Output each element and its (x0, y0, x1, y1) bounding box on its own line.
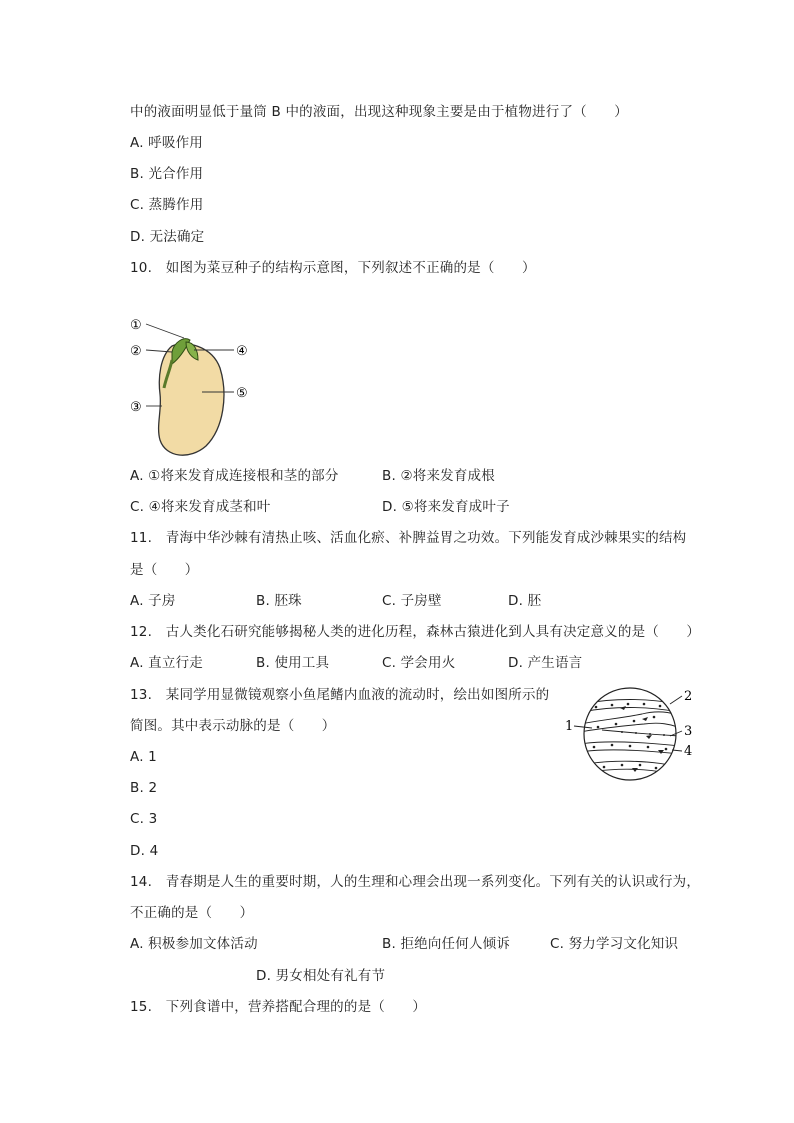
q13-stem-line2: 简图。其中表示动脉的是（ ） (130, 718, 336, 734)
q12-option-a: A. 直立行走 (130, 655, 203, 671)
q14-option-a: A. 积极参加文体活动 (130, 936, 258, 952)
vessel-label-2: 2 (684, 689, 693, 704)
q13-stem-line1: 13. 某同学用显微镜观察小鱼尾鳍内血液的流动时，绘出如图所示的 (130, 687, 550, 703)
seed-label-1: ① (130, 318, 142, 333)
seed-label-5: ⑤ (236, 386, 248, 401)
seed-body (159, 344, 224, 455)
q12-stem: 12. 古人类化石研究能够揭秘人类的进化历程，森林古猿进化到人具有决定意义的是（ ） (130, 624, 701, 640)
q9-stem-tail: 中的液面明显低于量筒 B 中的液面，出现这种现象主要是由于植物进行了（ ） (130, 104, 628, 120)
q10-option-a: A. ①将来发育成连接根和茎的部分 (130, 468, 339, 484)
q9-option-c: C. 蒸腾作用 (130, 197, 204, 213)
q10-option-c: C. ④将来发育成茎和叶 (130, 499, 271, 515)
q10-stem: 10. 如图为菜豆种子的结构示意图，下列叙述不正确的是（ ） (130, 260, 536, 276)
q15-stem: 15. 下列食谱中，营养搭配合理的的是（ ） (130, 999, 427, 1015)
q11-option-d: D. 胚 (508, 593, 542, 609)
seed-label-2: ② (130, 344, 142, 359)
q14-option-c: C. 努力学习文化知识 (550, 936, 679, 952)
q11-option-b: B. 胚珠 (256, 593, 302, 609)
seed-label-4: ④ (236, 344, 248, 359)
q10-option-d: D. ⑤将来发育成叶子 (382, 499, 510, 515)
q13-option-a: A. 1 (130, 749, 157, 765)
q10-option-b: B. ②将来发育成根 (382, 468, 495, 484)
q11-stem-line2: 是（ ） (130, 562, 199, 578)
vessel-label-1: 1 (565, 719, 574, 734)
q9-option-d: D. 无法确定 (130, 229, 205, 245)
q11-option-c: C. 子房壁 (382, 593, 442, 609)
q9-option-a: A. 呼吸作用 (130, 135, 203, 151)
q12-option-d: D. 产生语言 (508, 655, 583, 671)
q13-option-c: C. 3 (130, 811, 158, 827)
q14-stem-line2: 不正确的是（ ） (130, 905, 254, 921)
q13-option-b: B. 2 (130, 780, 158, 796)
seed-label-3: ③ (130, 400, 142, 415)
vessel-label-3: 3 (684, 724, 693, 739)
q11-option-a: A. 子房 (130, 593, 176, 609)
bean-seed-figure (126, 312, 266, 462)
q9-option-b: B. 光合作用 (130, 166, 204, 182)
q12-option-b: B. 使用工具 (256, 655, 330, 671)
q12-option-c: C. 学会用火 (382, 655, 456, 671)
q14-stem-line1: 14. 青春期是人生的重要时期，人的生理和心理会出现一系列变化。下列有关的认识或行为， (130, 874, 701, 890)
q13-option-d: D. 4 (130, 843, 159, 859)
fish-tail-blood-flow-figure (562, 684, 698, 784)
vessel-label-4: 4 (684, 744, 693, 759)
q11-stem-line1: 11. 青海中华沙棘有清热止咳、活血化瘀、补脾益胃之功效。下列能发育成沙棘果实的结构 (130, 530, 687, 546)
q14-option-b: B. 拒绝向任何人倾诉 (382, 936, 511, 952)
q14-option-d: D. 男女相处有礼有节 (256, 968, 386, 984)
